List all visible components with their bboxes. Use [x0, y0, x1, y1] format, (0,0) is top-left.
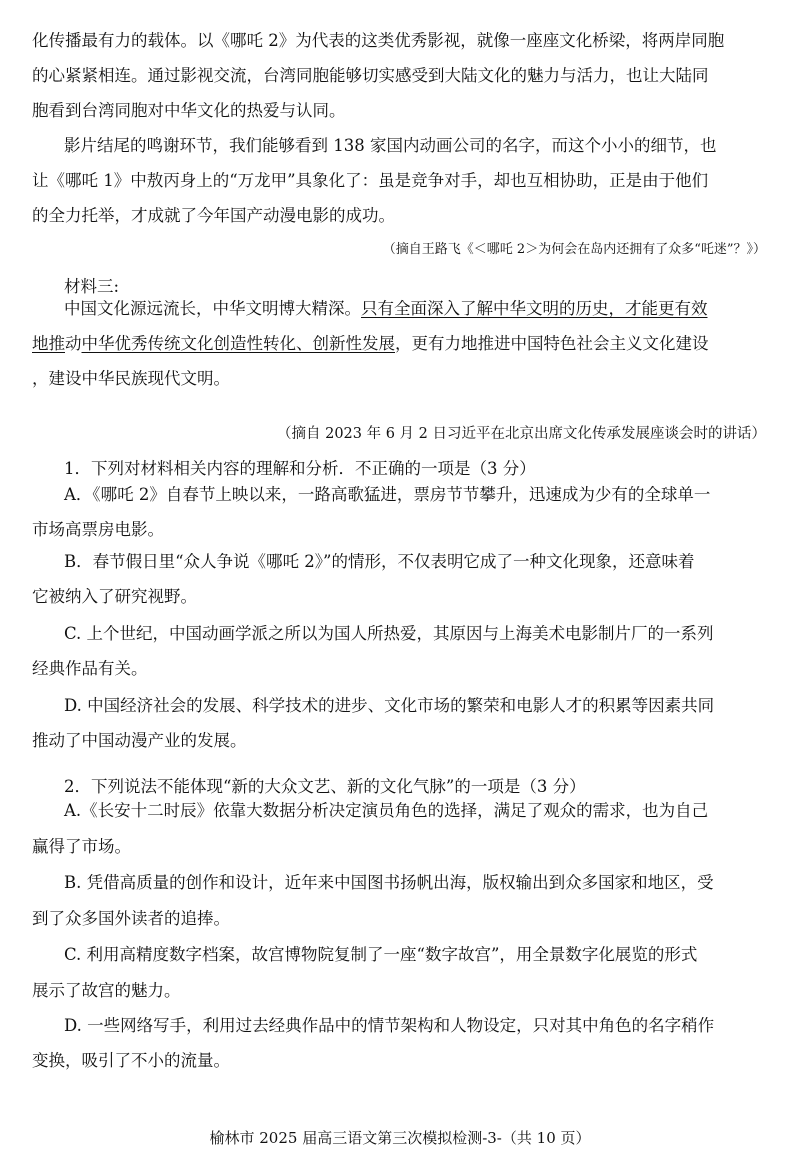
m3-line-2-underlined-a: 地推 — [32, 334, 65, 353]
m2-line-1: 化传播最有力的载体。以《哪吒 2》为代表的这类优秀影视，就像一座座文化桥梁，将两岸同胞 — [32, 31, 725, 50]
m2-para2-line-3: 的全力托举，才成就了今年国产动漫电影的成功。 — [32, 206, 395, 225]
q1-option-d-line-2: 推动了中国动漫产业的发展。 — [32, 731, 247, 750]
m3-heading: 材料三: — [64, 277, 120, 296]
m3-line-2-plain-b: 动 — [65, 334, 82, 353]
m2-line-3: 胞看到台湾同胞对中华文化的热爱与认同。 — [32, 101, 346, 120]
q2-option-a-line-1: A.《长安十二时辰》依靠大数据分析决定演员角色的选择，满足了观众的需求，也为自己 — [64, 801, 709, 820]
m2-para2-line-2: 让《哪吒 1》中敖丙身上的“万龙甲”具象化了：虽是竞争对手，却也互相协助，正是由于他们 — [32, 171, 709, 190]
q1-option-a-line-2: 市场高票房电影。 — [32, 520, 164, 539]
q2-option-b-line-1: B. 凭借高质量的创作和设计，近年来中国图书扬帆出海，版权输出到众多国家和地区，受 — [64, 873, 714, 892]
q1-option-d-line-1: D. 中国经济社会的发展、科学技术的进步、文化市场的繁荣和电影人才的积累等因素共同 — [64, 696, 715, 715]
m3-line-1 — [64, 298, 800, 320]
m3-line-2-plain-c: ，更有力地推进中国特色社会主义文化建设 — [395, 334, 709, 353]
q1-option-c-line-2: 经典作品有关。 — [32, 659, 148, 678]
q2-option-c-line-2: 展示了故宫的魅力。 — [32, 981, 181, 1000]
m2-para2-line-1: 影片结尾的鸣谢环节，我们能够看到 138 家国内动画公司的名字，而这个小小的细节，也 — [64, 136, 717, 155]
page-footer: 榆林市 2025 届高三语文第三次模拟检测-3-（共 10 页） — [209, 1129, 591, 1147]
m3-line-1-plain: 中国文化源远流长，中华文明博大精深。 — [64, 299, 361, 318]
q1-option-c-line-1: C. 上个世纪，中国动画学派之所以为国人所热爱，其原因与上海美术电影制片厂的一系列 — [64, 624, 714, 643]
q2-option-d-line-2: 变换，吸引了不小的流量。 — [32, 1051, 230, 1070]
m3-line-1-underlined: 只有全面深入了解中华文明的历史，才能更有效 — [361, 299, 708, 318]
m2-line-2: 的心紧紧相连。通过影视交流，台湾同胞能够切实感受到大陆文化的魅力与活力，也让大陆同 — [32, 66, 709, 85]
m2-source: （摘自王路飞《＜哪吒 2＞为何会在岛内还拥有了众多“吒迷”？》） — [382, 242, 766, 257]
q2-option-a-line-2: 赢得了市场。 — [32, 837, 131, 856]
m3-line-2 — [32, 333, 772, 355]
q1-option-b-line-2: 它被纳入了研究视野。 — [32, 587, 197, 606]
q2-stem: 2．下列说法不能体现“新的大众文艺、新的文化气脉”的一项是（3 分） — [64, 777, 586, 796]
m3-line-2-underlined-b: 中华优秀传统文化创造性转化、创新性发展 — [81, 334, 395, 353]
m3-line-3: ，建设中华民族现代文明。 — [32, 369, 230, 388]
q1-option-a-line-1: A．《哪吒 2》自春节上映以来，一路高歌猛进，票房节节攀升，迅速成为少有的全球单一 — [64, 485, 711, 504]
q1-stem: 1．下列对材料相关内容的理解和分析．不正确的一项是（3 分） — [64, 459, 536, 478]
q2-option-b-line-2: 到了众多国外读者的追捧。 — [32, 909, 230, 928]
q2-option-c-line-1: C. 利用高精度数字档案，故宫博物院复制了一座“数字故宫”，用全景数字化展览的形式 — [64, 945, 698, 964]
q1-option-b-line-1: B．春节假日里“众人争说《哪吒 2》”的情形，不仅表明它成了一种文化现象，还意味着 — [64, 552, 695, 571]
m3-source: （摘自 2023 年 6 月 2 日习近平在北京出席文化传承发展座谈会时的讲话） — [276, 426, 766, 442]
q2-option-d-line-1: D. 一些网络写手，利用过去经典作品中的情节架构和人物设定，只对其中角色的名字稍作 — [64, 1016, 715, 1035]
